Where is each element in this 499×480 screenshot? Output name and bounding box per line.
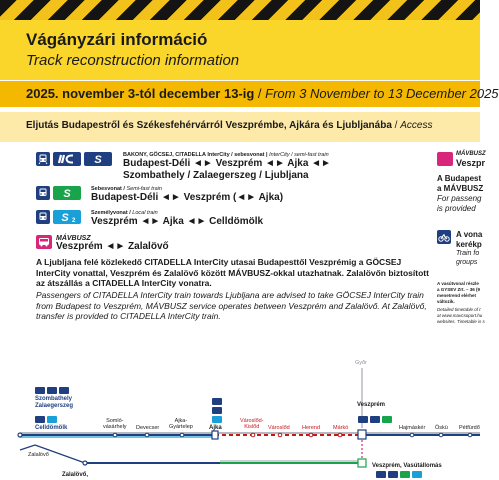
- bicycle-icon: [437, 230, 451, 244]
- station-ajka-gyartelep: Ajka- Gyártelep: [169, 418, 193, 430]
- stop-marko: [338, 433, 342, 437]
- stop-herend: [309, 433, 313, 437]
- service-type-hu: BAKONY, GÖCSEJ, CITADELLA InterCity / sebesvonat: [123, 152, 265, 158]
- station-celldomolk: Celldömölk: [35, 425, 68, 431]
- station-szombathely: Szombathely: [35, 396, 73, 402]
- semi-fast-s-icon: [212, 407, 222, 414]
- service-type: BAKONY, GÖCSEJ, CITADELLA InterCity / sebesvonat | InterCity / semi-fast train: [123, 152, 329, 158]
- station-osku: Öskü: [435, 425, 448, 431]
- service-route-line1: Budapest-Déli ◄► Veszprém ◄► Ajka ◄►: [123, 158, 331, 169]
- right-small-2: a GYSEV Zrt. – 36 (9: [437, 287, 481, 292]
- semi-fast-s-icon: [59, 387, 69, 394]
- station-varoslod-kislod: Városlőd- Kislőd: [240, 418, 264, 430]
- right-bus-route: Veszpr: [456, 158, 486, 168]
- station-herend: Herend: [302, 425, 321, 431]
- right-small-6: at www.mavcsoport.hu: [437, 313, 483, 318]
- train-icon: [212, 398, 222, 405]
- right-para1-line3: For passeng: [437, 194, 482, 203]
- title-band: [0, 20, 480, 80]
- date-range-en: From 3 November to 13 December 2025: [265, 86, 499, 101]
- network-map-lines: [0, 340, 480, 480]
- semi-fast-s-icon: [53, 186, 81, 200]
- intercity-icon: [370, 416, 380, 423]
- station-devecser: Devecser: [136, 425, 160, 431]
- local-train-s2-icon: [212, 416, 222, 423]
- svg-text:2: 2: [72, 218, 76, 224]
- stop-petfurdo: [468, 433, 472, 437]
- hazard-stripe-banner: [0, 0, 480, 20]
- svg-text:S: S: [61, 212, 69, 224]
- date-separator: /: [254, 86, 266, 101]
- network-map: [0, 340, 480, 480]
- train-icon: [35, 416, 45, 423]
- stop-ajka: [212, 431, 218, 439]
- stop-devecser: [145, 433, 149, 437]
- service-type-en: Local train: [132, 210, 158, 216]
- route-heading: [26, 120, 432, 131]
- semi-fast-s-icon: [400, 471, 410, 478]
- station-marko: Márkó: [333, 425, 349, 431]
- svg-text:S: S: [94, 154, 102, 166]
- stop-osku: [439, 433, 443, 437]
- service-route-line1: Veszprém ◄► Zalalövő: [56, 241, 169, 252]
- station-zalalovo-bus: Zalalövő,: [62, 472, 89, 478]
- station-zalaegerszeg: Zalaegerszeg: [35, 403, 74, 409]
- notice-en: Passengers of CITADELLA InterCity train towards Ljubljana are advised to take GÖCSEJ InterCity train from Budapest to Veszprém, MÁVBUSZ service operates between Veszprém and Zalalövő. At Zalalövő, transfer is provided to CITADELLA InterCity train.: [36, 290, 427, 321]
- stop-varoslod: [278, 433, 282, 437]
- stop-celldomolk: [18, 433, 22, 437]
- right-para2-line4: groups: [456, 259, 478, 266]
- service-type-en: Semi-fast train: [126, 186, 162, 192]
- page-subtitle: Track reconstruction information: [26, 52, 240, 69]
- service-route-line1: Veszprém ◄► Ajka ◄► Celldömölk: [91, 216, 264, 227]
- right-small-4: változik.: [437, 299, 455, 304]
- station-gyor: Győr: [355, 360, 367, 366]
- notice-hu: A Ljubljana felé közlekedő CITADELLA InterCity utasai Budapesttől Veszprémig a GÖCSEJ InterCity vonattal, Veszprém és Zalalövő között MÁVBUSZ-okkal utazhatnak. Zalalövőn biztosított az átszállás a CITADELLA InterCity vonatra.: [36, 257, 429, 288]
- bus-brand: MÁVBUSZ: [56, 235, 91, 242]
- service-route-line1: Budapest-Déli ◄► Veszprém (◄► Ajka): [91, 192, 284, 203]
- route-heading-en: Access: [400, 120, 433, 131]
- intercity-icon: [53, 152, 81, 166]
- station-petfurdo: Pétfürdő: [459, 425, 480, 431]
- stop-ajka-gyartelep: [180, 433, 184, 437]
- station-ajka: Ajka: [209, 425, 222, 431]
- semi-fast-s-icon: [382, 416, 392, 423]
- local-train-s2-icon: [412, 471, 422, 478]
- station-hajmasker: Hajmáskér: [399, 425, 426, 431]
- route-heading-hu: Eljutás Budapestről és Székesfehérvárról Veszprémbe, Ajkára és Ljubljanába: [26, 120, 392, 131]
- right-para1-line1: A Budapest: [437, 174, 482, 183]
- service-route-line2: Szombathely / Zalaegerszeg / Ljubljana: [123, 170, 309, 181]
- station-veszprem: Veszprém: [357, 402, 386, 408]
- service-type-en: InterCity / semi-fast train: [269, 152, 329, 158]
- station-somlovasarhely: Somló- vásárhely: [103, 418, 127, 430]
- page-title: Vágányzári információ: [26, 30, 208, 49]
- train-icon: [36, 152, 50, 166]
- right-small-5: Detailed timetable of t: [437, 307, 481, 312]
- stop-varoslod-kislod: [251, 433, 255, 437]
- train-icon: [36, 186, 50, 200]
- right-small-1: A vasútvonal részle: [437, 281, 479, 286]
- service-type-hu: Sebesvonat: [91, 186, 122, 192]
- service-type-hu: Személyvonat: [91, 210, 128, 216]
- right-small-7: websites. Timetable is s: [437, 319, 485, 324]
- station-zalalovo: Zalalövő: [28, 452, 49, 458]
- date-range-hu: 2025. november 3-tól december 13-ig: [26, 86, 255, 101]
- right-para1-line4: is provided: [437, 204, 476, 213]
- zalalovo-branch-west: [20, 445, 35, 450]
- service-type: Sebesvonat / Semi-fast train: [91, 186, 162, 192]
- right-bus-brand: MÁVBUSZ: [456, 151, 486, 157]
- stop-hajmasker: [410, 433, 414, 437]
- right-small-3: menetrend elérhet: [437, 293, 477, 298]
- train-icon: [358, 416, 368, 423]
- stop-veszprem-vasutallomas: [358, 459, 366, 467]
- bus-icon: [36, 235, 52, 249]
- train-icon: [376, 471, 386, 478]
- train-icon: [36, 210, 50, 224]
- right-para1-line2: a MÁVBUSZ: [437, 184, 484, 193]
- train-icon: [35, 387, 45, 394]
- svg-text:S: S: [63, 188, 71, 200]
- semi-fast-s-icon: [84, 152, 112, 166]
- local-train-s2-icon: [53, 210, 81, 224]
- stop-somlovasarhely: [113, 433, 117, 437]
- route-separator: /: [391, 120, 401, 131]
- bus-icon: [437, 152, 453, 166]
- intercity-icon: [47, 387, 57, 394]
- stop-veszprem: [358, 430, 366, 439]
- station-veszprem-vasutallomas: Veszprém, Vasútállomás: [372, 463, 442, 469]
- station-varoslod: Városlőd: [268, 425, 290, 431]
- intercity-icon: [388, 471, 398, 478]
- stop-zalalovo-bus: [83, 461, 87, 465]
- right-para2-line3: Train fo: [456, 250, 480, 257]
- right-para2-line2: kerékp: [456, 240, 482, 249]
- local-train-s2-icon: [47, 416, 57, 423]
- date-range: [26, 86, 499, 101]
- service-type: Személyvonat / Local train: [91, 210, 158, 216]
- right-para2-line1: A vona: [456, 230, 483, 239]
